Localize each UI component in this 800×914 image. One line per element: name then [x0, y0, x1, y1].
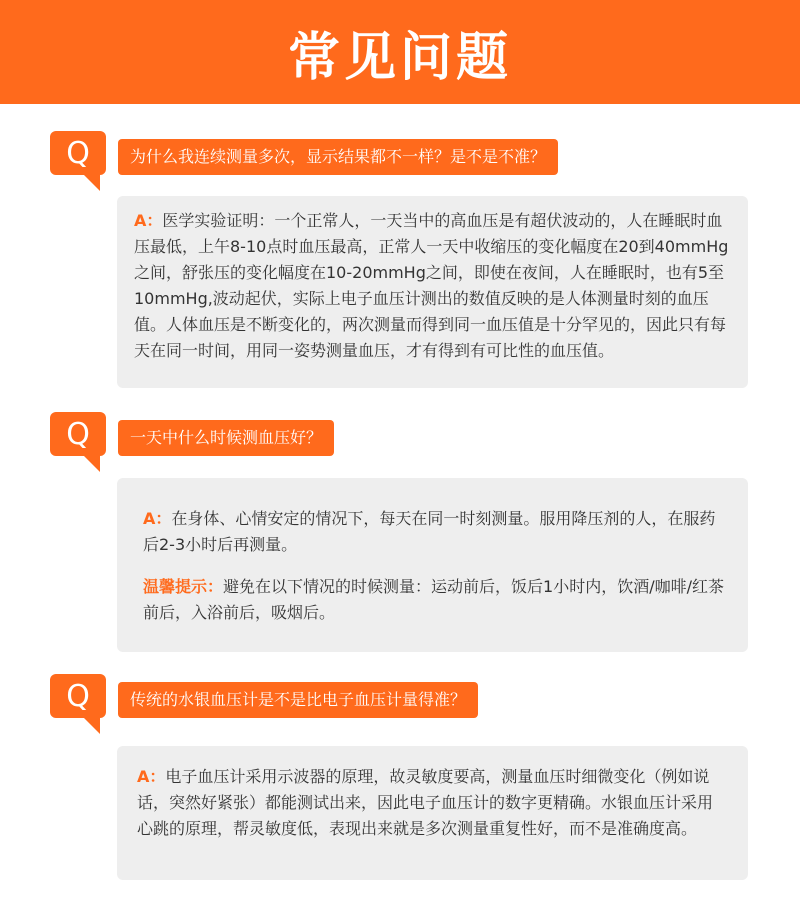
q-badge-tail: [82, 716, 100, 734]
question-text: 传统的水银血压计是不是比电子血压计量得准？: [118, 682, 478, 718]
answer-text: 电子血压计采用示波器的原理，故灵敏度要高，测量血压时细微变化（例如说话，突然好紧张）都能测试出来，因此电子血压计的数字更精确。水银血压计采用心跳的原理，帮灵敏度低，表现出来就是多次测量重复性好，而不是准确度高。: [137, 767, 714, 838]
answer-label: A：: [134, 211, 163, 230]
q-letter: Q: [66, 678, 90, 714]
answer-paragraph: [143, 506, 728, 558]
tip-text: 避免在以下情况的时候测量：运动前后，饭后1小时内，饮酒/咖啡/红茶前后，入浴前后，吸烟后。: [143, 577, 724, 622]
q-badge-icon: [50, 131, 106, 175]
faq-answer-3: [117, 746, 748, 880]
tip-label: 温馨提示：: [143, 577, 224, 596]
q-badge-icon: [50, 412, 106, 456]
answer-text: 在身体、心情安定的情况下，每天在同一时刻测量。服用降压剂的人，在服药后2-3小时后再测量。: [143, 509, 716, 554]
answer-label: A：: [137, 767, 166, 786]
answer-text: 医学实验证明：一个正常人，一天当中的高血压是有超伏波动的，人在睡眠时血压最低，上午8-10点时血压最高，正常人一天中收缩压的变化幅度在20到40mmHg之间，舒张压的变化幅度在10-20mmHg之间，即使在夜间，人在睡眠时，也有5至10mmHg,波动起伏，实际上电子血压计测出的数值反映的是人体测量时刻的血压值。人体血压是不断变化的，两次测量而得到同一血压值是十分罕见的，因此只有每天在同一时间，用同一姿势测量血压，才有得到有可比性的血压值。: [134, 211, 729, 360]
answer-paragraph: [134, 208, 732, 364]
q-badge-tail: [82, 173, 100, 191]
question-text: 为什么我连续测量多次，显示结果都不一样？是不是不准？: [118, 139, 558, 175]
question-text: 一天中什么时候测血压好？: [118, 420, 334, 456]
q-letter: Q: [66, 135, 90, 171]
q-badge-icon: [50, 674, 106, 718]
q-badge-tail: [82, 454, 100, 472]
answer-label: A：: [143, 509, 172, 528]
tip-paragraph: [143, 574, 728, 626]
faq-answer-1: [117, 196, 748, 388]
page-title: 常见问题: [287, 27, 512, 88]
q-letter: Q: [66, 416, 90, 452]
page-header: [0, 0, 800, 104]
answer-paragraph: [137, 764, 728, 842]
faq-answer-2: [117, 478, 748, 652]
